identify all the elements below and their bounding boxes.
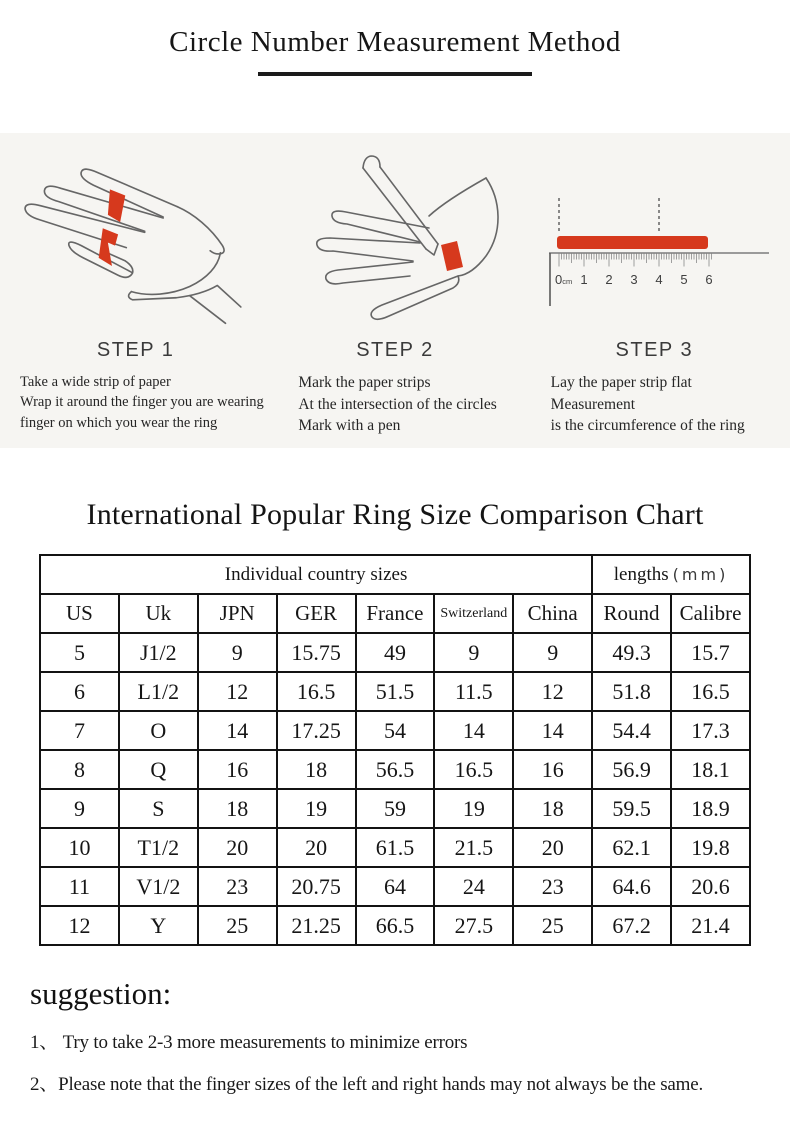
table-cell: 20	[198, 828, 277, 867]
step-1-text	[6, 372, 265, 433]
table-cell: 19	[434, 789, 513, 828]
suggestion-item-2: 2、Please note that the finger sizes of the left and right hands may not always be the same.	[30, 1074, 703, 1095]
ring-size-table	[39, 554, 751, 946]
table-cell: 56.5	[356, 750, 435, 789]
step-2-illustration	[265, 145, 524, 337]
table-cell: 18.1	[671, 750, 750, 789]
table-cell: 18	[277, 750, 356, 789]
table-cell: 27.5	[434, 906, 513, 945]
ring-size-table-body	[40, 633, 750, 945]
step-2-line: Mark the paper strips	[298, 374, 431, 391]
col-header-round: Round	[592, 594, 671, 633]
table-cell: 16.5	[671, 672, 750, 711]
table-cell: Q	[119, 750, 198, 789]
table-cell: 18	[198, 789, 277, 828]
col-header-switzerland: Switzerland	[434, 594, 513, 633]
table-cell: J1/2	[119, 633, 198, 672]
table-cell: L1/2	[119, 672, 198, 711]
table-cell: 19	[277, 789, 356, 828]
countries-group-header: Individual country sizes	[40, 555, 592, 594]
table-cell: T1/2	[119, 828, 198, 867]
step-2-label: STEP 2	[356, 339, 434, 361]
table-cell: 23	[198, 867, 277, 906]
table-cell: 61.5	[356, 828, 435, 867]
step-1	[6, 145, 265, 433]
table-row	[40, 672, 750, 711]
table-cell: 16	[513, 750, 592, 789]
page-title: Circle Number Measurement Method	[169, 26, 621, 58]
table-cell: 62.1	[592, 828, 671, 867]
table-cell: 15.7	[671, 633, 750, 672]
svg-text:0cm: 0cm	[555, 272, 573, 287]
svg-text:4: 4	[655, 272, 663, 287]
table-row	[40, 750, 750, 789]
table-cell: 56.9	[592, 750, 671, 789]
table-cell: 18.9	[671, 789, 750, 828]
table-cell: Y	[119, 906, 198, 945]
ring-size-chart-section	[0, 498, 790, 946]
step-2-line: At the intersection of the circles	[298, 395, 497, 413]
table-cell: 64.6	[592, 867, 671, 906]
step-3-line: Lay the paper strip flat	[550, 374, 692, 391]
measurement-steps-panel	[0, 133, 790, 448]
suggestion-title: suggestion:	[30, 976, 172, 1011]
table-cell: 17.25	[277, 711, 356, 750]
table-cell: 25	[513, 906, 592, 945]
table-cell: 14	[434, 711, 513, 750]
col-header-france: France	[356, 594, 435, 633]
table-cell: 20	[513, 828, 592, 867]
table-cell: 14	[513, 711, 592, 750]
table-cell: 9	[198, 633, 277, 672]
table-cell: 14	[198, 711, 277, 750]
step-1-line: finger on which you wear the ring	[20, 414, 218, 431]
suggestion-item-1: 1、 Try to take 2-3 more measurements to minimize errors	[30, 1032, 468, 1053]
table-cell: 64	[356, 867, 435, 906]
col-header-uk: Uk	[119, 594, 198, 633]
table-cell: 19.8	[671, 828, 750, 867]
title-underline	[258, 72, 532, 76]
step-1-illustration	[6, 145, 265, 337]
table-row	[40, 711, 750, 750]
col-header-jpn: JPN	[198, 594, 277, 633]
table-cell: 51.5	[356, 672, 435, 711]
table-cell: 54.4	[592, 711, 671, 750]
hand-paper-strip-icon	[23, 149, 248, 334]
step-3-line: Measurement	[550, 395, 636, 413]
svg-text:2: 2	[605, 272, 613, 287]
table-cell: 9	[40, 789, 119, 828]
step-3-line: is the circumference of the ring	[550, 417, 745, 435]
table-cell: 16.5	[434, 750, 513, 789]
step-3	[525, 145, 784, 437]
svg-text:3: 3	[630, 272, 638, 287]
table-cell: 23	[513, 867, 592, 906]
ruler-labels	[555, 272, 713, 287]
table-cell: 6	[40, 672, 119, 711]
red-paper-strip	[557, 236, 708, 249]
col-header-ger: GER	[277, 594, 356, 633]
chart-title: International Popular Ring Size Comparison Chart	[86, 498, 704, 531]
table-cell: 51.8	[592, 672, 671, 711]
table-cell: 59	[356, 789, 435, 828]
table-cell: 12	[513, 672, 592, 711]
col-header-us: US	[40, 594, 119, 633]
table-cell: 21.25	[277, 906, 356, 945]
ruler-illustration	[529, 146, 779, 336]
table-cell: 9	[434, 633, 513, 672]
table-cell: 11	[40, 867, 119, 906]
step-3-text	[525, 372, 784, 437]
step-3-illustration	[525, 145, 784, 337]
ruler-ticks	[559, 254, 712, 267]
table-cell: 24	[434, 867, 513, 906]
step-1-line: Take a wide strip of paper	[20, 374, 171, 390]
table-cell: 9	[513, 633, 592, 672]
table-cell: 21.4	[671, 906, 750, 945]
table-cell: 15.75	[277, 633, 356, 672]
lengths-label: lengths	[613, 563, 669, 585]
step-2	[265, 145, 524, 437]
table-cell: 49.3	[592, 633, 671, 672]
svg-text:1: 1	[580, 272, 588, 287]
table-row	[40, 789, 750, 828]
table-cell: 18	[513, 789, 592, 828]
table-cell: V1/2	[119, 867, 198, 906]
table-cell: 20.6	[671, 867, 750, 906]
table-cell: 16.5	[277, 672, 356, 711]
column-header-row	[40, 594, 750, 633]
step-1-label: STEP 1	[96, 339, 175, 361]
table-cell: S	[119, 789, 198, 828]
group-header-row	[40, 555, 750, 594]
table-row	[40, 867, 750, 906]
table-cell: 5	[40, 633, 119, 672]
table-cell: 10	[40, 828, 119, 867]
table-cell: 54	[356, 711, 435, 750]
table-cell: 25	[198, 906, 277, 945]
step-1-line: Wrap it around the finger you are wearing	[20, 394, 264, 411]
table-cell: 67.2	[592, 906, 671, 945]
table-cell: 7	[40, 711, 119, 750]
table-row	[40, 633, 750, 672]
table-cell: O	[119, 711, 198, 750]
table-cell: 8	[40, 750, 119, 789]
step-2-line: Mark with a pen	[298, 417, 401, 435]
svg-text:5: 5	[680, 272, 688, 287]
table-row	[40, 906, 750, 945]
ruler-dashed-guides	[559, 198, 659, 234]
mm-unit-label: (mm)	[672, 564, 729, 584]
table-cell: 66.5	[356, 906, 435, 945]
table-cell: 21.5	[434, 828, 513, 867]
step-3-label: STEP 3	[615, 339, 694, 361]
table-cell: 20.75	[277, 867, 356, 906]
col-header-china: China	[513, 594, 592, 633]
table-row	[40, 828, 750, 867]
page-header	[0, 0, 790, 76]
table-cell: 11.5	[434, 672, 513, 711]
svg-text:6: 6	[705, 272, 713, 287]
hand-pen-mark-icon	[280, 146, 510, 336]
step-2-text	[265, 372, 524, 437]
table-cell: 16	[198, 750, 277, 789]
table-cell: 59.5	[592, 789, 671, 828]
table-cell: 12	[40, 906, 119, 945]
table-cell: 49	[356, 633, 435, 672]
lengths-group-header	[592, 555, 750, 594]
col-header-calibre: Calibre	[671, 594, 750, 633]
table-cell: 17.3	[671, 711, 750, 750]
table-cell: 20	[277, 828, 356, 867]
suggestion-section	[0, 976, 790, 1096]
table-cell: 12	[198, 672, 277, 711]
